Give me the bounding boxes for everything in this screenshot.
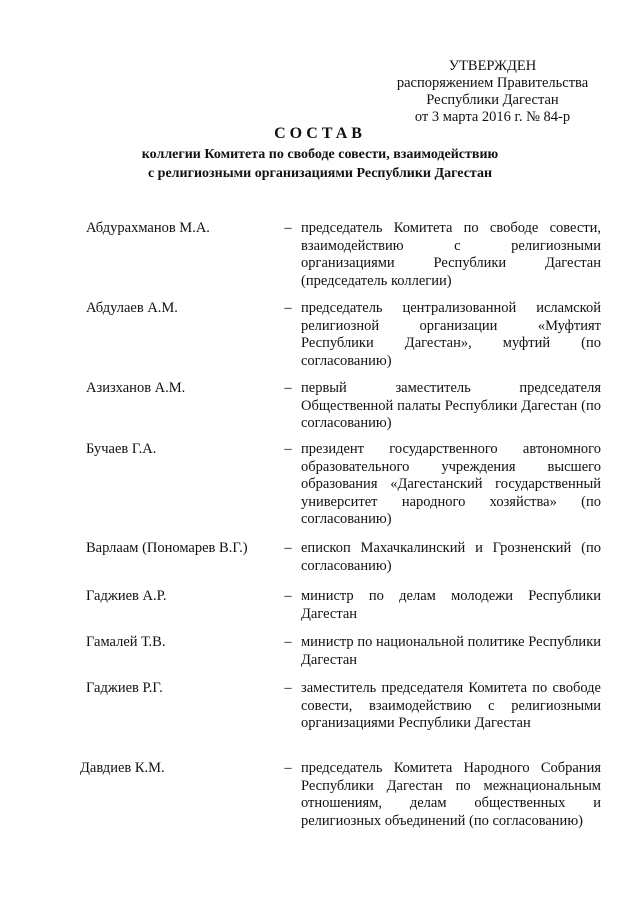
member-dash: –: [284, 300, 292, 316]
member-role: президент государственного автономного образовательного учреждения высшего образования «Дагестанский государственный университет народного хозяйства» (по согласованию): [301, 441, 601, 527]
member-dash: –: [284, 380, 292, 396]
member-role: заместитель председателя Комитета по свободе совести, взаимодействию с религиозными организациями Республики Дагестан: [301, 680, 601, 731]
member-name: Азизханов А.М.: [86, 380, 186, 396]
member-name: Гаджиев А.Р.: [86, 588, 167, 604]
approval-line: УТВЕРЖДЕН: [448, 58, 537, 74]
member-name: Гаджиев Р.Г.: [86, 680, 163, 696]
approval-stamp: [370, 58, 615, 126]
member-role: председатель Комитета Народного Собрания Республики Дагестан по межнациональным отношениям, делам общественных и религиозных объединений (по согласованию): [301, 760, 601, 829]
member-role: председатель централизованной исламской религиозной организации «Муфтият Республики Дагестан», муфтий (по согласованию): [301, 300, 601, 369]
member-dash: –: [284, 760, 292, 776]
member-role: председатель Комитета по свободе совести, взаимодействию с религиозными организациями Республики Дагестан (председатель коллегии): [301, 220, 601, 289]
approval-line: Республики Дагестан: [426, 92, 559, 108]
member-role: министр по национальной политике Республики Дагестан: [301, 634, 601, 668]
title-main: СОСТАВ: [274, 125, 366, 142]
member-name: Гамалей Т.В.: [86, 634, 166, 650]
member-name: Абдулаев А.М.: [86, 300, 178, 316]
member-dash: –: [284, 680, 292, 696]
approval-line: от 3 марта 2016 г. № 84-р: [414, 109, 571, 125]
title-sub: коллегии Комитета по свободе совести, взаимодействию: [141, 147, 499, 162]
member-dash: –: [284, 588, 292, 604]
member-name: Бучаев Г.А.: [86, 441, 157, 457]
member-name: Варлаам (Пономарев В.Г.): [86, 540, 248, 556]
member-dash: –: [284, 634, 292, 650]
member-dash: –: [284, 540, 292, 556]
approval-line: распоряжением Правительства: [396, 75, 589, 91]
member-name: Давдиев К.М.: [80, 760, 165, 776]
member-role: первый заместитель председателя Общественной палаты Республики Дагестан (по согласованию): [301, 380, 601, 431]
title-sub: с религиозными организациями Республики Дагестан: [147, 166, 493, 181]
member-dash: –: [284, 441, 292, 457]
member-dash: –: [284, 220, 292, 236]
member-role: министр по делам молодежи Республики Дагестан: [301, 588, 601, 622]
member-role: епископ Махачкалинский и Грозненский (по согласованию): [301, 540, 601, 574]
member-name: Абдурахманов М.А.: [86, 220, 210, 236]
document-title: [0, 124, 640, 182]
